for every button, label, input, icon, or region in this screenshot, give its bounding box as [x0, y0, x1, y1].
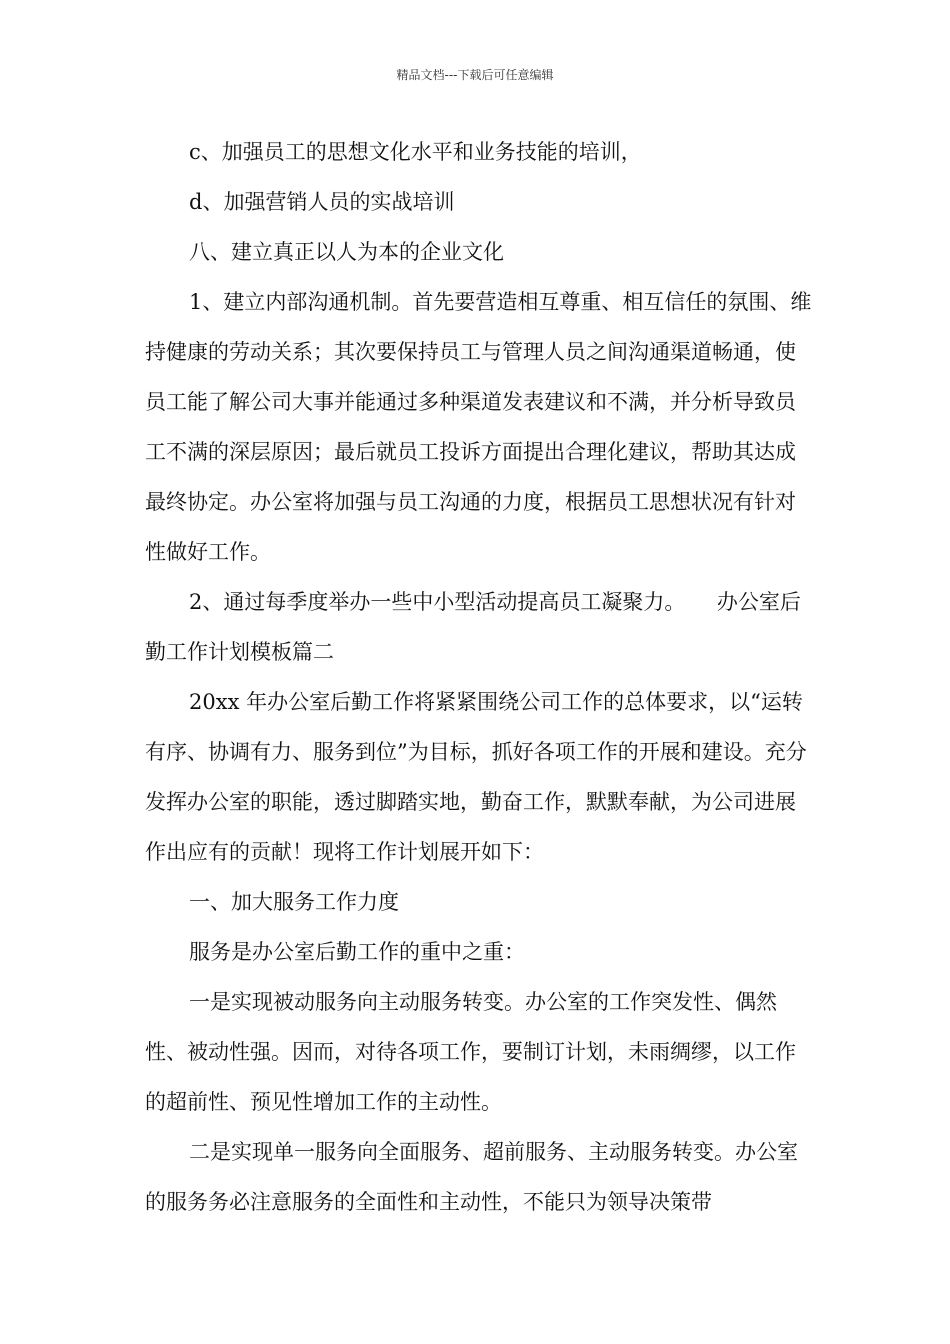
section-heading: 一、加大服务工作力度 — [189, 890, 399, 914]
section-heading: 八、建立真正以人为本的企业文化 — [189, 240, 504, 264]
paragraph: 一是实现被动服务向主动服务转变。办公室的工作突发性、偶然性、被动性强。因而，对待各项工作，要制订计划，未雨绸缪，以工作的超前性、预见性增加工作的主动性。 — [145, 990, 796, 1114]
paragraph: d、加强营销人员的实战培训 — [189, 190, 455, 214]
paragraph: 二是实现单一服务向全面服务、超前服务、主动服务转变。办公室的服务务必注意服务的全面性和主动性，不能只为领导决策带 — [145, 1140, 798, 1214]
paragraph: 2、通过每季度举办一些中小型活动提高员工凝聚力。 办公室后勤工作计划模板篇二 — [145, 590, 801, 664]
paragraph: 1、建立内部沟通机制。首先要营造相互尊重、相互信任的氛围、维持健康的劳动关系；其次要保持员工与管理人员之间沟通渠道畅通，使员工能了解公司大事并能通过多种渠道发表建议和不满，并分析导致员工不满的深层原因；最后就员工投诉方面提出合理化建议，帮助其达成最终协定。办公室将加强与员工沟通的力度，根据员工思想状况有针对性做好工作。 — [145, 290, 812, 564]
page-header: 精品文档---下载后可任意编辑 — [396, 68, 554, 82]
document-body — [145, 127, 815, 1227]
paragraph: 服务是办公室后勤工作的重中之重： — [189, 940, 525, 964]
paragraph: 20xx 年办公室后勤工作将紧紧围绕公司工作的总体要求，以“运转有序、协调有力、服务到位”为目标，抓好各项工作的开展和建设。充分发挥办公室的职能，透过脚踏实地，勤奋工作，默默奉献，为公司进展作出应有的贡献！现将工作计划展开如下： — [145, 690, 807, 864]
paragraph: c、加强员工的思想文化水平和业务技能的培训， — [189, 140, 642, 164]
